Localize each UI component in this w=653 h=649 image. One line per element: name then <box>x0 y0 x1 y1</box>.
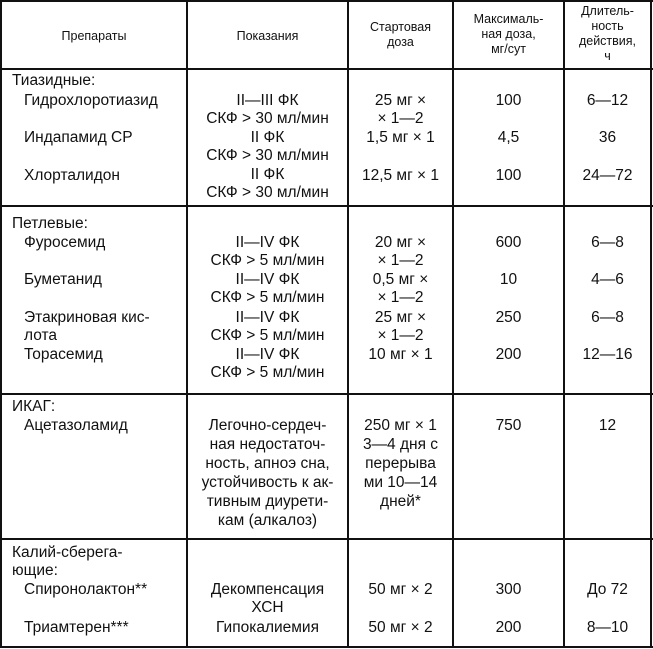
group-title-icag: ИКАГ: <box>12 398 56 415</box>
drug-indication: СКФ > 5 мл/мин <box>210 364 325 381</box>
drug-duration: До 72 <box>587 581 628 598</box>
drug-indication: II—IV ФК <box>235 234 300 251</box>
drug-indication: СКФ > 30 мл/мин <box>206 147 329 164</box>
drug-dose: × 1—2 <box>377 327 424 344</box>
drug-duration: 12—16 <box>582 346 633 363</box>
drug-name: Этакриновая кис- <box>24 309 150 326</box>
drug-name: лота <box>24 327 58 344</box>
drug-indication: ХСН <box>251 599 284 616</box>
drug-indication: Легочно-сердеч- <box>208 417 327 434</box>
group-title-loop: Петлевые: <box>12 215 88 232</box>
drug-indication: ная недостаточ- <box>209 436 326 453</box>
drug-max-dose: 200 <box>495 346 522 363</box>
drug-indication: тивным диурети- <box>206 493 329 510</box>
drug-max-dose: 200 <box>495 619 522 636</box>
drug-indication: СКФ > 5 мл/мин <box>210 327 325 344</box>
group-divider-3 <box>0 538 653 540</box>
drug-dose: × 1—2 <box>377 252 424 269</box>
header-drugs: Препараты <box>61 29 127 43</box>
drug-max-dose: 600 <box>495 234 522 251</box>
group-title-thiazides: Тиазидные: <box>12 72 96 89</box>
drug-max-dose: 100 <box>495 92 522 109</box>
drug-indication: Гипокалиемия <box>216 619 319 636</box>
group-divider-2 <box>0 393 653 395</box>
drug-indication: кам (алкалоз) <box>217 512 318 529</box>
group-divider-1 <box>0 205 653 207</box>
drug-name: Торасемид <box>24 346 103 363</box>
drug-duration: 6—8 <box>591 309 624 326</box>
drug-max-dose: 100 <box>495 167 522 184</box>
drug-dose: ми 10—14 <box>363 474 438 491</box>
drug-max-dose: 4,5 <box>497 129 520 146</box>
drug-indication: СКФ > 30 мл/мин <box>206 110 329 127</box>
drug-name: Триамтерен*** <box>24 619 129 636</box>
border-top <box>0 0 653 2</box>
drug-duration: 12 <box>598 417 617 434</box>
drug-indication: II—IV ФК <box>235 309 300 326</box>
drug-dose: дней* <box>380 493 421 510</box>
header-start-dose: Стартовая доза <box>370 20 431 49</box>
drug-dose: 3—4 дня с <box>362 436 439 453</box>
header-divider <box>0 68 653 70</box>
header-duration: Длитель- ность действия, ч <box>578 4 637 63</box>
drug-dose: 1,5 мг × 1 <box>366 129 435 146</box>
drug-indication: СКФ > 30 мл/мин <box>206 184 329 201</box>
drug-dose: перерыва <box>365 455 436 472</box>
drug-name: Спиронолактон** <box>24 581 148 598</box>
drug-duration: 24—72 <box>582 167 633 184</box>
drug-dose: 250 мг × 1 <box>364 417 437 434</box>
drug-indication: Декомпенсация <box>210 581 325 598</box>
drug-name: Фуросемид <box>24 234 106 251</box>
drug-dose: 25 мг × <box>374 92 427 109</box>
drug-max-dose: 10 <box>499 271 518 288</box>
drug-name: Гидрохлоротиазид <box>24 92 158 109</box>
drug-indication: II—III ФК <box>236 92 299 109</box>
drug-duration: 8—10 <box>586 619 629 636</box>
drug-dose: 0,5 мг × <box>372 271 429 288</box>
drug-dose: × 1—2 <box>377 110 424 127</box>
border-bottom <box>0 646 653 648</box>
drug-dose: 50 мг × 2 <box>368 619 433 636</box>
drug-max-dose: 750 <box>495 417 522 434</box>
border-left <box>0 0 2 648</box>
drug-indication: устойчивость к ак- <box>201 474 334 491</box>
group-title-potassium-sparing: Калий-сберега- <box>12 544 123 561</box>
drug-name: Буметанид <box>24 271 102 288</box>
drug-duration: 36 <box>598 129 617 146</box>
drug-name: Ацетазоламид <box>24 417 128 434</box>
drug-indication: II ФК <box>250 166 285 183</box>
drug-indication: ность, апноэ сна, <box>205 455 330 472</box>
drug-indication: СКФ > 5 мл/мин <box>210 252 325 269</box>
drug-duration: 4—6 <box>591 271 624 288</box>
drug-name: Хлорталидон <box>24 167 120 184</box>
drug-dose: 50 мг × 2 <box>368 581 433 598</box>
drug-dose: 25 мг × <box>374 309 427 326</box>
drug-max-dose: 250 <box>495 309 522 326</box>
drug-dose: 12,5 мг × 1 <box>361 167 440 184</box>
drug-dose: × 1—2 <box>377 289 424 306</box>
drug-indication: II—IV ФК <box>235 271 300 288</box>
drug-indication: СКФ > 5 мл/мин <box>210 289 325 306</box>
drug-dose: 20 мг × <box>374 234 427 251</box>
drug-duration: 6—12 <box>586 92 629 109</box>
header-indications: Показания <box>236 29 299 43</box>
group-title-potassium-sparing-cont: ющие: <box>12 562 58 579</box>
drug-indication: II ФК <box>250 129 285 146</box>
border-right <box>650 0 652 648</box>
drug-indication: II—IV ФК <box>235 346 300 363</box>
drug-max-dose: 300 <box>495 581 522 598</box>
header-max-dose: Максималь- ная доза, мг/сут <box>473 12 544 56</box>
drug-dose: 10 мг × 1 <box>368 346 433 363</box>
drug-name: Индапамид СР <box>24 129 133 146</box>
drug-duration: 6—8 <box>591 234 624 251</box>
